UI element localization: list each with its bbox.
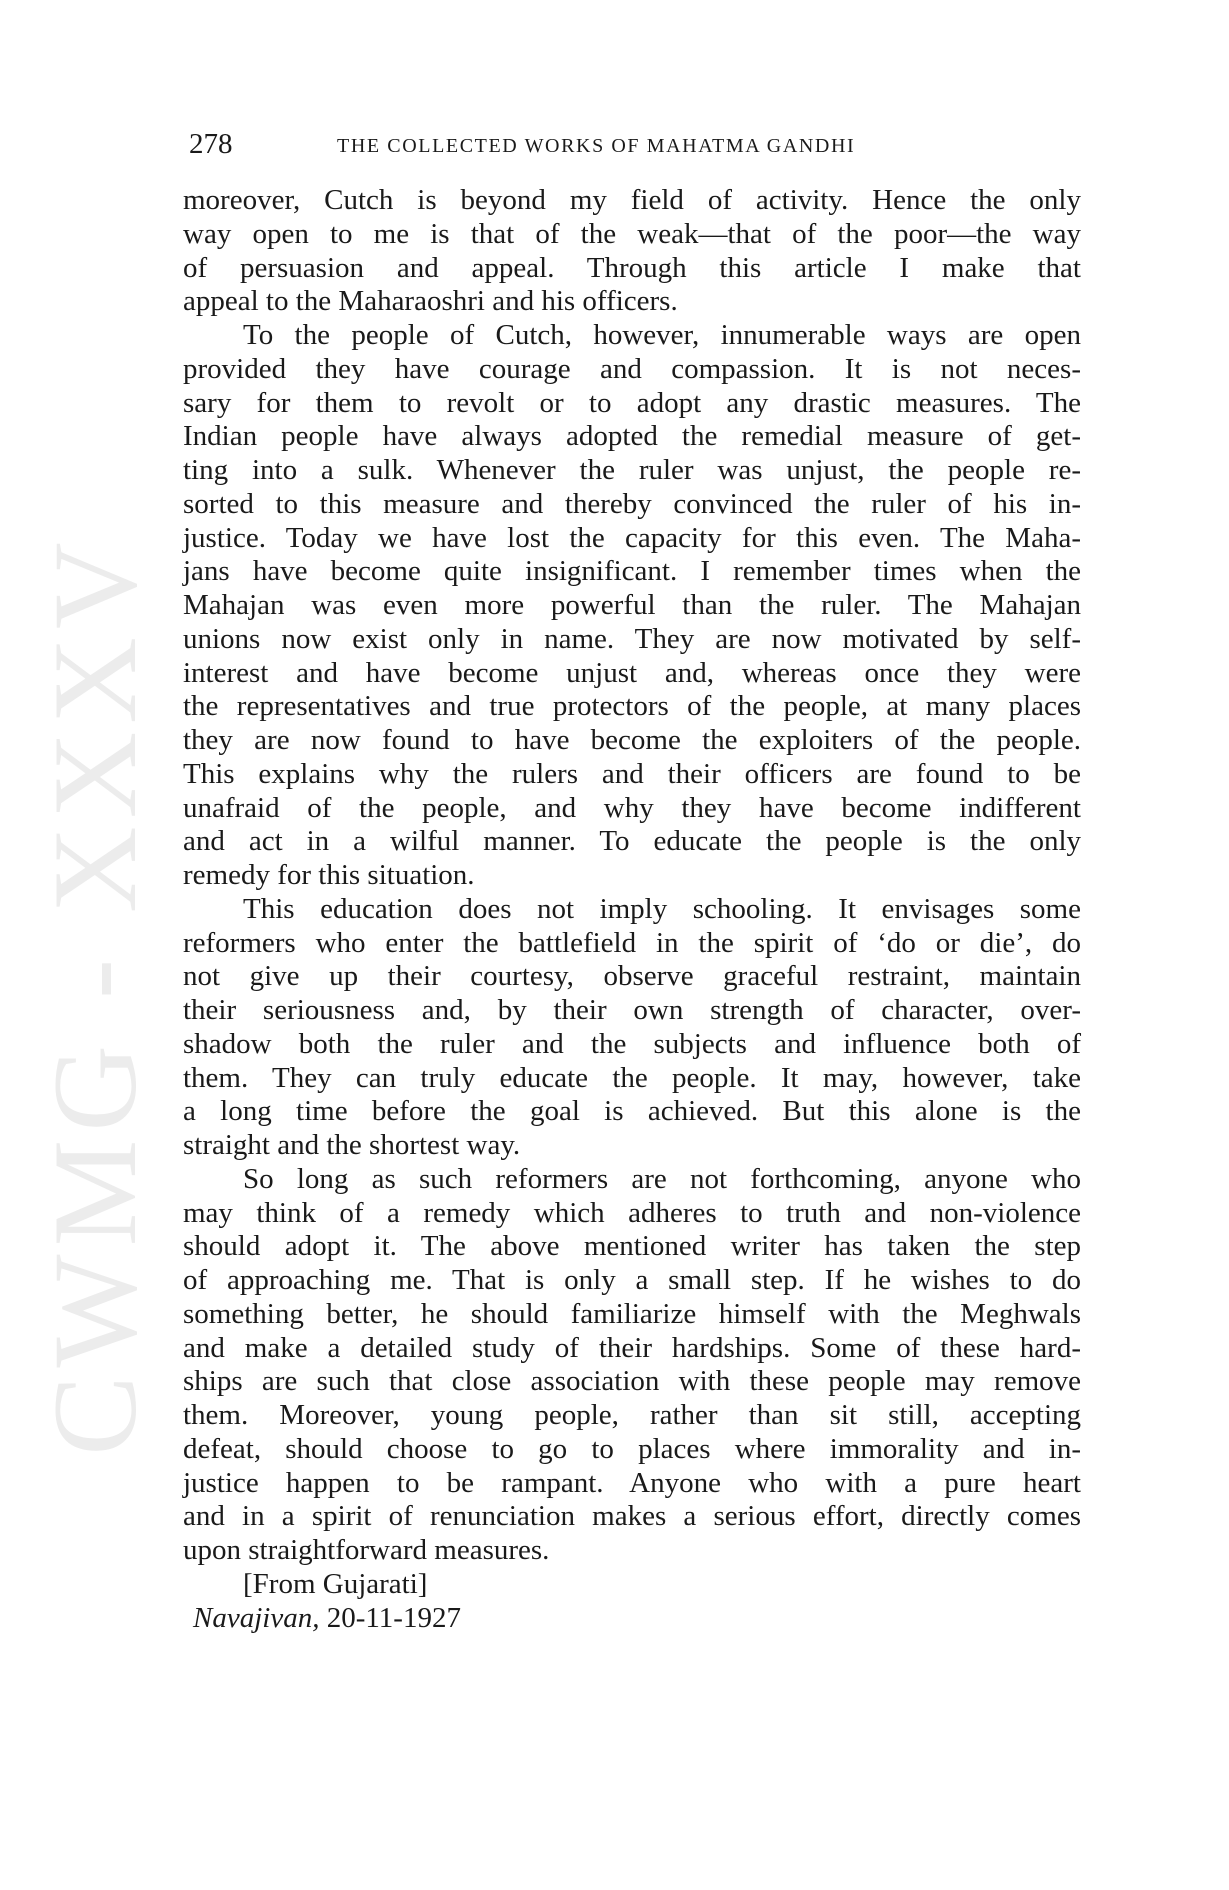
text-line: justice. Today we have lost the capacity for this even. The Maha- xyxy=(183,521,1081,554)
text-line: ting into a sulk. Whenever the ruler was unjust, the people re- xyxy=(183,454,1081,486)
paragraph xyxy=(183,184,1081,319)
text-line: To the people of Cutch, however, innumerable ways are open xyxy=(243,319,1081,351)
text-line: they are now found to have become the exploiters of the people. xyxy=(183,724,1081,756)
paragraph xyxy=(183,319,1081,893)
text-line: their seriousness and, by their own strength of character, over- xyxy=(183,994,1081,1026)
text-line: interest and have become unjust and, whereas once they were xyxy=(183,656,1081,689)
text-line: sary for them to revolt or to adopt any drastic measures. The xyxy=(183,386,1081,419)
text-line: Indian people have always adopted the remedial measure of get- xyxy=(183,420,1081,453)
text-line: of approaching me. That is only a small step. If he wishes to do xyxy=(183,1264,1081,1296)
text-line: of persuasion and appeal. Through this article I make that xyxy=(183,251,1081,284)
text-line: the representatives and true protectors of the people, at many places xyxy=(183,690,1081,723)
text-line: something better, he should familiarize himself with the Meghwals xyxy=(183,1297,1081,1330)
text-line: a long time before the goal is achieved. But this alone is the xyxy=(183,1095,1081,1128)
page-header xyxy=(189,128,1089,168)
paragraph xyxy=(183,1163,1081,1568)
text-line: moreover, Cutch is beyond my field of activity. Hence the only xyxy=(183,184,1081,216)
text-line: Mahajan was even more powerful than the ruler. The Mahajan xyxy=(183,589,1081,621)
text-line: them. Moreover, young people, rather than sit still, accepting xyxy=(183,1399,1081,1431)
text-line: shadow both the ruler and the subjects and influence both of xyxy=(183,1027,1081,1060)
publication-name: Navajivan, xyxy=(193,1601,320,1634)
text-line: reformers who enter the battlefield in the spirit of ‘do or die’, do xyxy=(183,926,1081,959)
publication-date: 20-11-1927 xyxy=(326,1601,461,1634)
text-line: justice happen to be rampant. Anyone who with a pure heart xyxy=(183,1466,1081,1499)
text-line: unions now exist only in name. They are now motivated by self- xyxy=(183,622,1081,655)
text-line: should adopt it. The above mentioned writer has taken the step xyxy=(183,1230,1081,1263)
text-line: and make a detailed study of their hardships. Some of these hard- xyxy=(183,1331,1081,1364)
text-line: ships are such that close association with these people may remove xyxy=(183,1365,1081,1398)
text-line: This explains why the rulers and their officers are found to be xyxy=(183,757,1081,790)
text-line: upon straightforward measures. xyxy=(183,1534,550,1566)
body-text xyxy=(183,184,1081,1635)
text-line: appeal to the Maharaoshri and his officers. xyxy=(183,285,678,318)
text-line: them. They can truly educate the people. It may, however, take xyxy=(183,1061,1081,1094)
text-line: not give up their courtesy, observe graceful restraint, maintain xyxy=(183,960,1081,993)
source-citation xyxy=(183,1602,1081,1636)
text-line: straight and the shortest way. xyxy=(183,1129,521,1161)
text-line: provided they have courage and compassion. It is not neces- xyxy=(183,352,1081,385)
running-title: THE COLLECTED WORKS OF MAHATMA GANDHI xyxy=(337,135,856,157)
paragraph xyxy=(183,893,1081,1163)
text-line: remedy for this situation. xyxy=(183,859,475,891)
text-line: sorted to this measure and thereby convinced the ruler of his in- xyxy=(183,487,1081,520)
text-line: way open to me is that of the weak—that of the poor—the way xyxy=(183,217,1081,250)
page-number: 278 xyxy=(189,128,233,160)
text-line: and act in a wilful manner. To educate the people is the only xyxy=(183,825,1081,858)
source-language-note: [From Gujarati] xyxy=(243,1567,428,1600)
text-line: This education does not imply schooling. It envisages some xyxy=(243,892,1081,925)
text-line: may think of a remedy which adheres to truth and non-violence xyxy=(183,1196,1081,1229)
watermark: CWMG - XXXV xyxy=(28,534,161,1456)
text-line: and in a spirit of renunciation makes a serious effort, directly comes xyxy=(183,1500,1081,1533)
text-line: defeat, should choose to go to places where immorality and in- xyxy=(183,1432,1081,1465)
text-line: unafraid of the people, and why they have become indifferent xyxy=(183,791,1081,824)
text-line: jans have become quite insignificant. I remember times when the xyxy=(183,555,1081,588)
text-line: So long as such reformers are not forthcoming, anyone who xyxy=(243,1162,1081,1195)
